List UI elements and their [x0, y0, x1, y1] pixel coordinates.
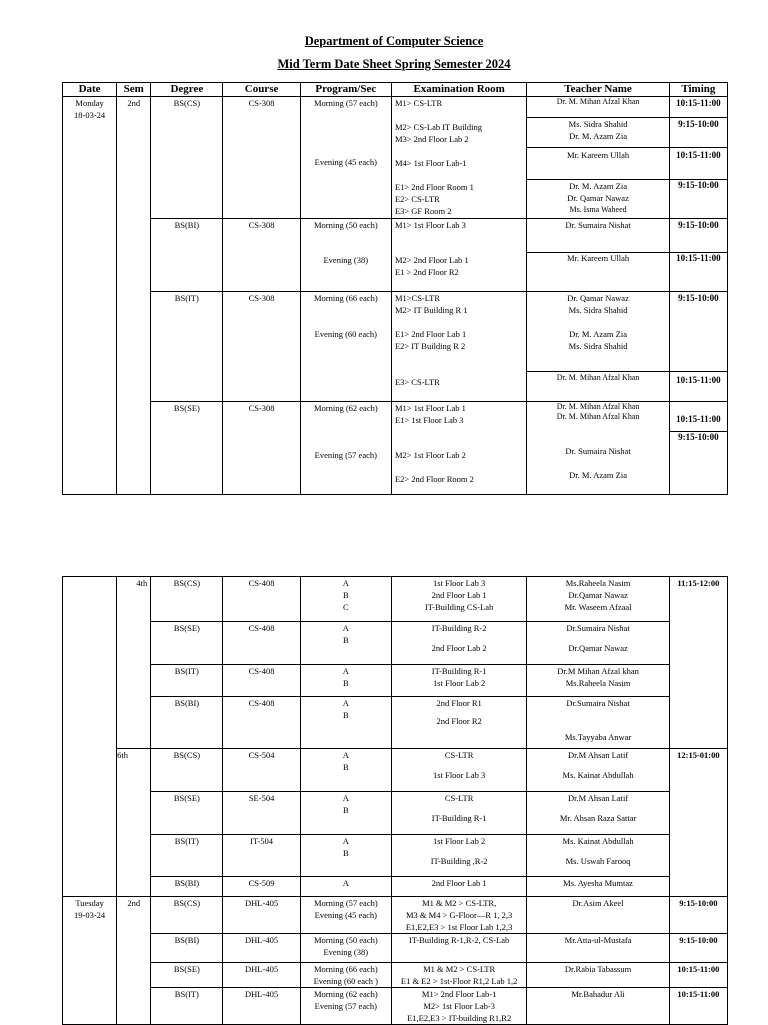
teacher-line: Mr. Waseem Afzaal — [564, 602, 632, 612]
room-cell — [391, 792, 526, 835]
table-row — [63, 292, 728, 402]
course-cell: DHL-405 — [223, 963, 300, 988]
course-cell: IT-504 — [223, 835, 300, 877]
header-row — [63, 83, 728, 97]
timing-cell — [669, 97, 727, 219]
teacher-cell — [527, 749, 669, 792]
timing-cell — [669, 219, 727, 292]
day-date: 18-03-24 — [73, 110, 106, 120]
teacher-line: Dr. M. Azam Zia — [569, 329, 627, 339]
room-line: IT-Building R-1,R-2, CS-Lab — [409, 935, 510, 945]
teacher-line: Dr. Qamar Nawaz — [567, 193, 629, 203]
table-row — [63, 897, 728, 934]
teacher-line: Dr. M. Azam Zia — [569, 131, 627, 141]
degree-cell: BS(BI) — [151, 877, 223, 897]
program-line: A — [342, 750, 349, 760]
program-cell — [300, 577, 391, 622]
timing-line: 10:15-11:00 — [676, 253, 721, 263]
room-line: M1>CS-LTR — [394, 293, 441, 303]
room-line: E1> 2nd Floor Room 1 — [394, 182, 474, 192]
teacher-cell — [527, 577, 669, 622]
teacher-cell — [527, 835, 669, 877]
department-title: Department of Computer Science — [304, 34, 484, 48]
degree-cell: BS(IT) — [151, 292, 223, 402]
room-line: M1> 2nd Floor Lab-1 — [421, 989, 497, 999]
day-name: Tuesday — [75, 898, 104, 908]
program-cell — [300, 97, 391, 219]
timing-cell: 9:15-10:00 — [669, 934, 727, 963]
program-line: Morning (62 each) — [313, 403, 378, 413]
header-date: Date — [63, 83, 117, 97]
teacher-line: Ms. Ayesha Mumtaz — [563, 878, 633, 888]
room-line: E2> IT Building R 2 — [394, 341, 466, 351]
program-line: B — [342, 805, 349, 815]
table-row — [63, 219, 728, 292]
room-line: M4> 1st Floor Lab-1 — [394, 158, 467, 168]
program-line: A — [342, 698, 349, 708]
teacher-line: Dr.Qamar Nawaz — [568, 590, 628, 600]
header-teacher: Teacher Name — [527, 83, 669, 97]
room-line: CS-LTR — [444, 793, 474, 803]
table-row — [63, 792, 728, 835]
teacher-line: Mr. Kareem Ullah — [567, 253, 630, 263]
room-line: E2> CS-LTR — [394, 194, 440, 204]
degree-cell: BS(SE) — [151, 963, 223, 988]
program-line: Evening (38) — [323, 255, 369, 265]
program-cell — [300, 292, 391, 402]
room-line: 2nd Floor Lab 1 — [431, 878, 487, 888]
teacher-line: Dr.M Ahsan Latif — [567, 750, 629, 760]
program-line: Evening (60 each ) — [313, 976, 379, 986]
teacher-cell — [527, 219, 669, 292]
degree-cell: BS(CS) — [151, 577, 223, 622]
program-line: Morning (66 each) — [313, 293, 378, 303]
program-line: Evening (60 each) — [314, 329, 377, 339]
room-line: IT-Building R-1 — [431, 666, 487, 676]
teacher-cell — [527, 292, 669, 402]
room-line: M1 & M2 > CS-LTR — [423, 964, 496, 974]
degree-cell: BS(SE) — [151, 792, 223, 835]
room-cell — [391, 622, 526, 665]
teacher-cell: Mr.Bahadur Ali — [527, 988, 669, 1025]
room-line: IT-Building ,R-2 — [430, 856, 488, 866]
teacher-cell — [527, 665, 669, 697]
teacher-cell — [527, 97, 669, 219]
timing-cell: 10:15-11:00 — [669, 963, 727, 988]
teacher-cell — [527, 402, 669, 495]
course-cell: CS-504 — [223, 749, 300, 792]
degree-cell: BS(CS) — [151, 749, 223, 792]
teacher-cell — [527, 622, 669, 665]
program-cell — [300, 877, 391, 897]
teacher-line: Dr. M. Azam Zia — [569, 181, 627, 191]
room-line: M2> IT Building R 1 — [394, 305, 468, 315]
program-line: A — [342, 666, 349, 676]
teacher-line: Dr.M Mihan Afzal khan — [557, 666, 639, 676]
room-line: M2> CS-Lab IT Building — [394, 122, 482, 132]
table-row — [63, 577, 728, 622]
teacher-cell: Dr.Asim Akeel — [527, 897, 669, 934]
course-cell: CS-408 — [223, 665, 300, 697]
room-line: M3 & M4 > G-Floor—R 1, 2,3 — [405, 910, 513, 920]
room-line: M1> 1st Floor Lab 1 — [394, 403, 466, 413]
room-line: E2> 2nd Floor Room 2 — [394, 474, 474, 484]
room-cell — [391, 934, 526, 963]
course-cell: SE-504 — [223, 792, 300, 835]
room-line: M1> CS-LTR — [394, 98, 443, 108]
room-line: E3> GF Room 2 — [394, 206, 452, 216]
program-cell — [300, 792, 391, 835]
program-line: Evening (57 each) — [314, 1001, 377, 1011]
date-cell — [63, 897, 117, 1025]
teacher-line: Dr.Qamar Nawaz — [568, 643, 628, 653]
program-line: Morning (66 each) — [313, 964, 378, 974]
program-line: Morning (57 each) — [313, 898, 378, 908]
teacher-cell — [527, 792, 669, 835]
course-cell: CS-408 — [223, 577, 300, 622]
teacher-line: Dr.M Ahsan Latif — [567, 793, 629, 803]
program-line: B — [342, 635, 349, 645]
room-line: 1st Floor Lab 3 — [433, 578, 486, 588]
teacher-cell — [527, 697, 669, 749]
program-line: A — [342, 878, 349, 888]
degree-cell: BS(CS) — [151, 897, 223, 934]
program-cell — [300, 402, 391, 495]
date-sheet-title: Mid Term Date Sheet Spring Semester 2024 — [277, 57, 511, 71]
timing-cell: 10:15-11:00 — [669, 988, 727, 1025]
timing-cell: 9:15-10:00 — [669, 897, 727, 934]
timing-line: 9:15-10:00 — [678, 180, 719, 190]
table-row — [63, 877, 728, 897]
teacher-line: Dr. M. Azam Zia — [569, 470, 627, 480]
timing-cell — [669, 402, 727, 495]
course-cell: CS-408 — [223, 697, 300, 749]
teacher-line: Ms.Tayyaba Anwar — [564, 732, 632, 742]
course-cell: DHL-405 — [223, 897, 300, 934]
degree-cell: BS(IT) — [151, 988, 223, 1025]
room-line: M1 & M2 > CS-LTR, — [422, 898, 497, 908]
program-cell — [300, 665, 391, 697]
program-line: B — [342, 762, 349, 772]
room-line: E1,E2,E3 > IT-building R1,R2 — [407, 1013, 512, 1023]
timing-line: 10:15-11:00 — [676, 150, 721, 160]
teacher-line: Ms.Raheela Nasim — [565, 678, 631, 688]
teacher-line: Ms. Sidra Shahid — [568, 341, 628, 351]
sem-cell: 2nd — [117, 97, 151, 495]
room-cell — [391, 219, 526, 292]
room-cell — [391, 988, 526, 1025]
course-cell: CS-308 — [223, 292, 300, 402]
room-line: E1> 2nd Floor Lab 1 — [394, 329, 467, 339]
room-line: M3> 2nd Floor Lab 2 — [394, 134, 469, 144]
program-line: A — [342, 836, 349, 846]
program-line: B — [342, 848, 349, 858]
room-cell — [391, 97, 526, 219]
program-line: B — [342, 590, 349, 600]
teacher-line: Mr. Kareem Ullah — [567, 150, 630, 160]
room-line: E1 > 2nd Floor R2 — [394, 267, 459, 277]
program-cell — [300, 988, 391, 1025]
timing-line: 9:15-10:00 — [678, 293, 719, 303]
page-titles — [0, 32, 768, 73]
program-line: C — [342, 602, 349, 612]
room-line: 1st Floor Lab 3 — [433, 770, 486, 780]
room-cell — [391, 665, 526, 697]
program-line: A — [342, 793, 349, 803]
degree-cell: BS(CS) — [151, 97, 223, 219]
course-cell: CS-308 — [223, 97, 300, 219]
day-name: Monday — [75, 98, 104, 108]
timing-line: 9:15-10:00 — [678, 119, 719, 129]
course-cell: CS-308 — [223, 219, 300, 292]
teacher-line: Ms.Raheela Nasim — [565, 578, 631, 588]
program-line: Evening (57 each) — [314, 450, 377, 460]
program-line: A — [342, 623, 349, 633]
program-cell — [300, 897, 391, 934]
degree-cell: BS(SE) — [151, 622, 223, 665]
timing-line: 10:15-11:00 — [676, 414, 721, 424]
degree-cell: BS(BI) — [151, 697, 223, 749]
date-cell — [63, 577, 117, 897]
teacher-line: Dr. M. Mihan Afzal Khan — [556, 373, 640, 382]
teacher-cell — [527, 877, 669, 897]
room-cell — [391, 402, 526, 495]
sem-cell: 6th — [117, 749, 151, 897]
teacher-line: Dr.Sumaira Nishat — [566, 623, 630, 633]
room-cell — [391, 963, 526, 988]
program-line: B — [342, 678, 349, 688]
room-line: IT-Building R-1 — [431, 813, 487, 823]
teacher-line: Dr. M. Mihan Afzal Khan — [556, 97, 640, 106]
teacher-cell: Dr.Rabia Tabassum — [527, 963, 669, 988]
day-date: 19-03-24 — [73, 910, 106, 920]
teacher-line: Mr. Ahsan Raza Sattar — [559, 813, 637, 823]
program-cell — [300, 219, 391, 292]
program-line: B — [342, 710, 349, 720]
timing-line: 10:15-11:00 — [676, 98, 721, 108]
course-cell: DHL-405 — [223, 934, 300, 963]
room-line: 2nd Floor Lab 2 — [431, 643, 487, 653]
program-cell — [300, 963, 391, 988]
course-cell: CS-509 — [223, 877, 300, 897]
program-line: Morning (50 each) — [313, 935, 378, 945]
table-row — [63, 835, 728, 877]
teacher-line: Ms. Kainat Abdullah — [562, 770, 634, 780]
timing-cell: 11:15-12:00 — [669, 577, 727, 749]
teacher-line: Dr.Sumaira Nishat — [566, 698, 630, 708]
teacher-line: Dr. Qamar Nawaz — [567, 293, 629, 303]
room-cell — [391, 697, 526, 749]
table-row — [63, 665, 728, 697]
degree-cell: BS(IT) — [151, 835, 223, 877]
table-row — [63, 934, 728, 963]
room-line: M1> 1st Floor Lab 3 — [394, 220, 466, 230]
program-line: Evening (38) — [323, 947, 369, 957]
table-row — [63, 749, 728, 792]
degree-cell: BS(BI) — [151, 934, 223, 963]
table-row — [63, 622, 728, 665]
table-row — [63, 988, 728, 1025]
teacher-line: Ms. Sidra Shahid — [568, 305, 628, 315]
course-cell: CS-408 — [223, 622, 300, 665]
room-cell — [391, 877, 526, 897]
room-cell — [391, 292, 526, 402]
header-timing: Timing — [669, 83, 727, 97]
room-line: 2nd Floor R1 — [436, 698, 482, 708]
timing-cell: 12:15-01:00 — [669, 749, 727, 897]
table-row — [63, 402, 728, 495]
room-line: 2nd Floor R2 — [436, 716, 482, 726]
header-course: Course — [223, 83, 300, 97]
datesheet-table-monday — [62, 82, 728, 495]
room-line: 2nd Floor Lab 1 — [431, 590, 487, 600]
room-cell — [391, 897, 526, 934]
header-sem: Sem — [117, 83, 151, 97]
sem-cell: 2nd — [117, 897, 151, 1025]
timing-line: 9:15-10:00 — [678, 220, 719, 230]
teacher-line: Ms. Sidra Shahid — [568, 119, 628, 129]
teacher-line: Dr. Sumaira Nishat — [565, 446, 631, 456]
degree-cell: BS(IT) — [151, 665, 223, 697]
program-line: Morning (57 each) — [313, 98, 378, 108]
table-row — [63, 963, 728, 988]
teacher-line: Ms. Uswah Farooq — [565, 856, 631, 866]
room-line: M2> 2nd Floor Lab 1 — [394, 255, 469, 265]
room-line: E1 & E2 > 1st-Floor R1,2 Lab 1,2 — [400, 976, 518, 986]
room-line: IT-Building R-2 — [431, 623, 487, 633]
program-line: Evening (45 each) — [314, 157, 377, 167]
timing-line: 10:15-11:00 — [676, 375, 721, 385]
room-cell — [391, 835, 526, 877]
room-line: M2> 1st Floor Lab-3 — [423, 1001, 495, 1011]
room-line: M2> 1st Floor Lab 2 — [394, 450, 466, 460]
room-line: E1,E2,E3 > 1st Floor Lab 1,2,3 — [405, 922, 513, 932]
program-cell — [300, 835, 391, 877]
room-line: E3> CS-LTR — [394, 377, 440, 387]
room-cell — [391, 577, 526, 622]
timing-line: 9:15-10:00 — [678, 432, 719, 442]
teacher-line: Ms. Isma Waheed — [569, 205, 627, 214]
header-room: Examination Room — [391, 83, 526, 97]
datesheet-table-continued — [62, 576, 728, 1025]
date-cell — [63, 97, 117, 495]
program-cell — [300, 749, 391, 792]
degree-cell: BS(BI) — [151, 219, 223, 292]
program-line: Evening (45 each) — [314, 910, 377, 920]
header-program: Program/Sec — [300, 83, 391, 97]
program-line: A — [342, 578, 349, 588]
course-cell: CS-308 — [223, 402, 300, 495]
room-line: IT-Building CS-Lab — [424, 602, 494, 612]
room-cell — [391, 749, 526, 792]
room-line: E1> 1st Floor Lab 3 — [394, 415, 464, 425]
teacher-line: Dr. Sumaira Nishat — [565, 220, 631, 230]
room-line: 1st Floor Lab 2 — [433, 678, 486, 688]
course-cell: DHL-405 — [223, 988, 300, 1025]
program-cell — [300, 697, 391, 749]
table-row — [63, 97, 728, 219]
sem-cell: 4th — [117, 577, 151, 749]
teacher-line: Dr. M. Mihan Afzal Khan — [556, 402, 640, 411]
header-degree: Degree — [151, 83, 223, 97]
room-line: CS-LTR — [444, 750, 474, 760]
program-line: Morning (50 each) — [313, 220, 378, 230]
table-row — [63, 697, 728, 749]
program-cell — [300, 622, 391, 665]
program-line: Morning (62 each) — [313, 989, 378, 999]
timing-cell — [669, 292, 727, 402]
teacher-line: Ms. Kainat Abdullah — [562, 836, 634, 846]
degree-cell: BS(SE) — [151, 402, 223, 495]
room-line: 1st Floor Lab 2 — [433, 836, 486, 846]
teacher-line: Dr. M. Mihan Afzal Khan — [556, 412, 640, 421]
program-cell — [300, 934, 391, 963]
teacher-cell: Mr.Atta-ul-Mustafa — [527, 934, 669, 963]
